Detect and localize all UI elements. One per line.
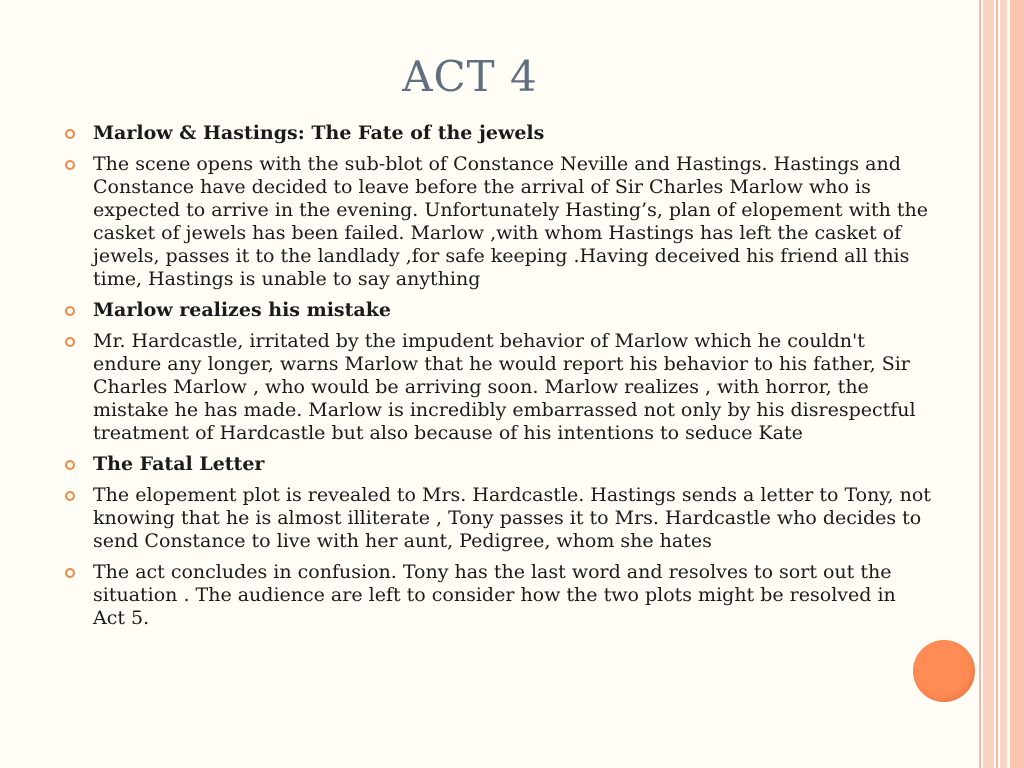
bullet-icon [65,160,75,170]
list-item [63,153,933,291]
list-item [63,561,933,630]
list-item [63,484,933,553]
decorative-circle [913,640,975,702]
bullet-icon [65,491,75,501]
item-text: Marlow realizes his mistake [93,299,391,321]
edge-stripe [1010,0,1024,768]
edge-stripe [983,0,994,768]
bullet-icon [65,460,75,470]
bullet-icon [65,337,75,347]
bullet-icon [65,129,75,139]
bullet-list [63,122,933,638]
item-text: The scene opens with the sub-blot of Constance Neville and Hastings. Hastings and Constance have decided to leave before the arrival of Sir Charles Marlow who is expected to arrive in the evening. Unfortunately Hasting’s, plan of elopement with the casket of jewels has been failed. Marlow ,with whom Hastings has left the casket of jewels, passes it to the landlady ,for safe keeping .Having deceived his friend all this time, Hastings is unable to say anything [93,153,928,290]
item-text: The act concludes in confusion. Tony has the last word and resolves to sort out the situation . The audience are left to consider how the two plots might be resolved in Act 5. [93,561,896,629]
item-text: The Fatal Letter [93,453,265,475]
list-item [63,453,933,476]
edge-stripe [979,0,981,768]
list-item [63,330,933,445]
item-text: The elopement plot is revealed to Mrs. Hardcastle. Hastings sends a letter to Tony, not knowing that he is almost illiterate , Tony passes it to Mrs. Hardcastle who decides to send Constance to live with her aunt, Pedigree, whom she hates [93,484,931,552]
item-text: Mr. Hardcastle, irritated by the impudent behavior of Marlow which he couldn't endure any longer, warns Marlow that he would report his behavior to his father, Sir Charles Marlow , who would be arriving soon. Marlow realizes , with horror, the mistake he has made. Marlow is incredibly embarrassed not only by his disrespectful treatment of Hardcastle but also because of his intentions to seduce Kate [93,330,916,444]
edge-stripe [996,0,998,768]
list-item [63,122,933,145]
item-text: Marlow & Hastings: The Fate of the jewels [93,122,545,144]
slide-title: ACT 4 [402,52,538,101]
list-item [63,299,933,322]
edge-stripe [1000,0,1007,768]
bullet-icon [65,306,75,316]
bullet-icon [65,568,75,578]
